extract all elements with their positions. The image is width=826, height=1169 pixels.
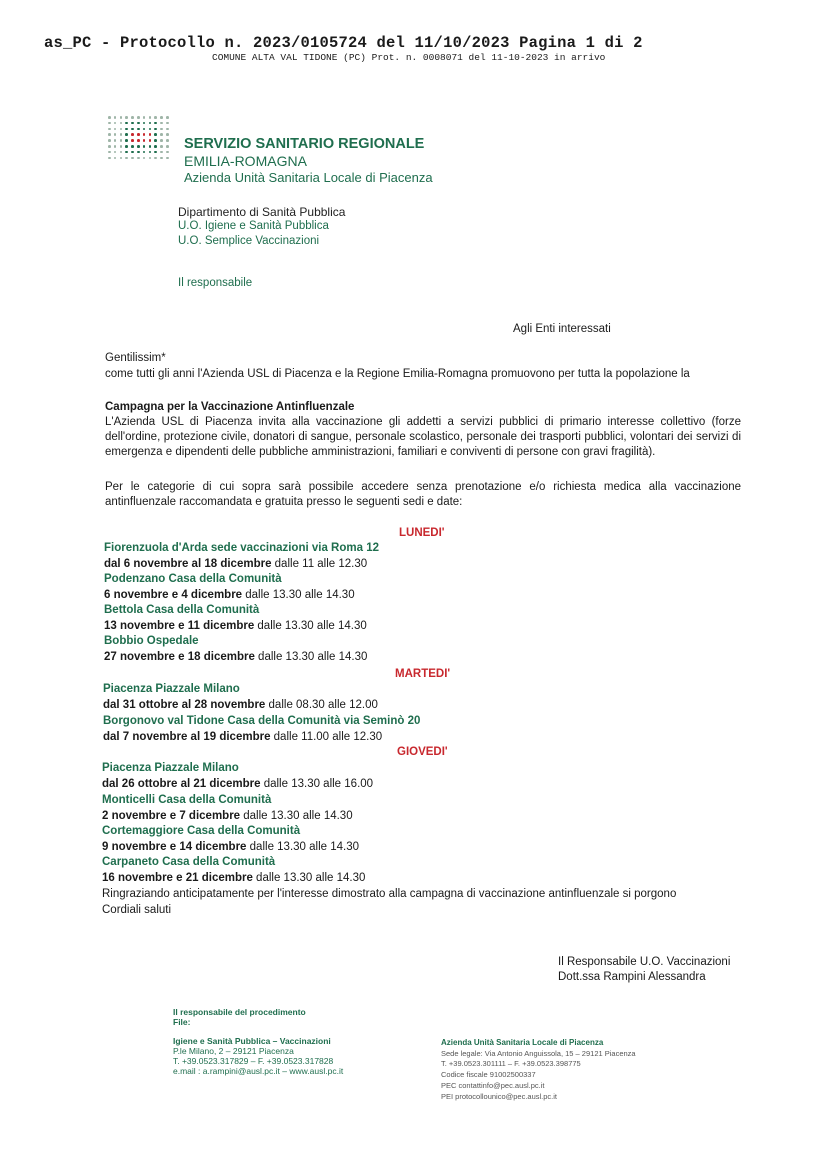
footer-pei: PEI protocollounico@pec.ausl.pc.it: [441, 1092, 558, 1101]
logo-dot: [114, 116, 117, 119]
protocol-header: as_PC - Protocollo n. 2023/0105724 del 11/10/2023 Pagina 1 di 2: [44, 34, 643, 52]
logo-dot: [120, 139, 123, 142]
logo-dot: [125, 133, 128, 136]
logo-dot: [160, 133, 163, 136]
schedule-date: 6 novembre e 4 dicembre dalle 13.30 alle 14.30: [104, 589, 355, 601]
schedule-place: Podenzano Casa della Comunità: [104, 573, 282, 585]
logo-dot: [154, 139, 157, 142]
footer-email: e.mail : a.rampini@ausl.pc.it – www.ausl.pc.it: [173, 1066, 344, 1076]
footer-file-label: File:: [173, 1017, 191, 1027]
signature-name: Dott.ssa Rampini Alessandra: [558, 971, 706, 983]
department-name: Dipartimento di Sanità Pubblica: [178, 205, 346, 219]
logo-dot: [131, 128, 134, 131]
schedule-place: Carpaneto Casa della Comunità: [102, 856, 276, 868]
logo-dot: [154, 157, 157, 160]
footer-company-title: Azienda Unità Sanitaria Locale di Piacenza: [441, 1038, 604, 1047]
schedule-date: 2 novembre e 7 dicembre dalle 13.30 alle 14.30: [102, 810, 353, 822]
schedule-place: Piacenza Piazzale Milano: [103, 683, 240, 695]
schedule-place: Bobbio Ospedale: [104, 635, 199, 647]
logo-dot: [143, 133, 146, 136]
logo-dot: [137, 139, 140, 142]
logo-dot: [108, 133, 111, 136]
footer-unit-name: Igiene e Sanità Pubblica – Vaccinazioni: [173, 1036, 331, 1046]
logo-dot: [149, 116, 152, 119]
logo-dot: [166, 122, 169, 125]
unit-name: U.O. Igiene e Sanità Pubblica: [178, 220, 329, 232]
schedule-place: Borgonovo val Tidone Casa della Comunità via Seminò 20: [103, 715, 421, 727]
logo-dot: [143, 139, 146, 142]
logo-dot: [160, 145, 163, 148]
logo-dot: [143, 151, 146, 154]
logo-dot: [166, 133, 169, 136]
logo-dot: [120, 145, 123, 148]
org-name-line3: Azienda Unità Sanitaria Locale di Piacenza: [184, 170, 433, 185]
footer-address: P.le Milano, 2 – 29121 Piacenza: [173, 1046, 294, 1056]
logo-dot: [114, 151, 117, 154]
day-heading-thursday: GIOVEDI': [397, 746, 448, 758]
org-name-line2: EMILIA-ROMAGNA: [184, 153, 307, 169]
logo-dot: [143, 128, 146, 131]
logo-dot: [114, 145, 117, 148]
logo-dot: [108, 145, 111, 148]
recipient: Agli Enti interessati: [513, 323, 611, 335]
footer-legal-seat: Sede legale: Via Antonio Anguissola, 15 – 29121 Piacenza: [441, 1049, 636, 1058]
logo-dot: [114, 122, 117, 125]
logo-dot: [131, 133, 134, 136]
logo-dot: [125, 151, 128, 154]
logo-dot: [160, 157, 163, 160]
categories-paragraph: Per le categorie di cui sopra sarà possibile accedere senza prenotazione e/o richiesta medica alla vaccinazione antinfluenzale raccomandata e gratuita presso le seguenti sedi e date:: [105, 481, 741, 508]
logo-dot: [137, 133, 140, 136]
logo-dot: [131, 145, 134, 148]
intro-paragraph: come tutti gli anni l'Azienda USL di Piacenza e la Regione Emilia-Romagna promuovono per tutta la popolazione la: [105, 368, 690, 380]
day-heading-monday: LUNEDI': [399, 527, 445, 539]
logo-dot: [114, 157, 117, 160]
greeting: Gentilissim*: [105, 352, 166, 364]
logo-dot: [154, 133, 157, 136]
logo-dot: [131, 122, 134, 125]
protocol-subheader: COMUNE ALTA VAL TIDONE (PC) Prot. n. 0008071 del 11-10-2023 in arrivo: [212, 52, 606, 63]
day-heading-tuesday: MARTEDI': [395, 668, 451, 680]
body-paragraph: L'Azienda USL di Piacenza invita alla vaccinazione gli addetti a servizi pubblici di primario interesse collettivo (forze dell'ordine, protezione civile, donatori di sangue, personale scolastico, personale dei trasporti pubblici, volontari dei servizi di emergenza e dipendenti delle pubbliche amministrazioni, familiari e conviventi di persone con gravi fragilità).: [105, 416, 741, 458]
org-name-line1: SERVIZIO SANITARIO REGIONALE: [184, 136, 425, 152]
logo-dot: [166, 145, 169, 148]
logo-dot: [149, 145, 152, 148]
logo-dot: [149, 151, 152, 154]
logo-dot: [143, 122, 146, 125]
footer-phone: T. +39.0523.317829 – F. +39.0523.317828: [173, 1056, 334, 1066]
logo-dot: [149, 128, 152, 131]
logo-dot: [131, 116, 134, 119]
logo-dot: [154, 151, 157, 154]
logo-dot: [120, 122, 123, 125]
logo-dot: [149, 122, 152, 125]
logo-dot: [131, 139, 134, 142]
logo-dot: [160, 151, 163, 154]
logo-dot: [166, 139, 169, 142]
logo-dot: [160, 128, 163, 131]
logo-dot: [154, 116, 157, 119]
logo-dot: [114, 139, 117, 142]
signature-role: Il Responsabile U.O. Vaccinazioni: [558, 956, 731, 968]
logo-dot: [120, 151, 123, 154]
logo-dot: [120, 157, 123, 160]
logo-dot: [120, 133, 123, 136]
logo-dot: [149, 157, 152, 160]
schedule-place: Monticelli Casa della Comunità: [102, 794, 272, 806]
ssr-logo-icon: [108, 116, 172, 180]
logo-dot: [120, 128, 123, 131]
logo-dot: [108, 116, 111, 119]
logo-dot: [114, 133, 117, 136]
logo-dot: [160, 139, 163, 142]
logo-dot: [154, 145, 157, 148]
logo-dot: [137, 128, 140, 131]
logo-dot: [108, 128, 111, 131]
responsible-label: Il responsabile: [178, 277, 253, 289]
logo-dot: [143, 116, 146, 119]
logo-dot: [149, 139, 152, 142]
schedule-date: 27 novembre e 18 dicembre dalle 13.30 alle 14.30: [104, 651, 368, 663]
logo-dot: [120, 116, 123, 119]
logo-dot: [137, 145, 140, 148]
footer-tax-code: Codice fiscale 91002500337: [441, 1070, 536, 1079]
footer-company-phone: T. +39.0523.301111 – F. +39.0523.398775: [441, 1059, 581, 1068]
closing-text: Ringraziando anticipatamente per l'interesse dimostrato alla campagna di vaccinazione antinfluenzale si porgono: [102, 888, 677, 900]
schedule-date: dal 31 ottobre al 28 novembre dalle 08.30 alle 12.00: [103, 699, 378, 711]
logo-dot: [137, 122, 140, 125]
logo-dot: [143, 145, 146, 148]
schedule-date: dal 6 novembre al 18 dicembre dalle 11 alle 12.30: [104, 558, 368, 570]
logo-dot: [125, 116, 128, 119]
logo-dot: [137, 151, 140, 154]
footer-pec: PEC contattinfo@pec.ausl.pc.it: [441, 1081, 545, 1090]
logo-dot: [160, 122, 163, 125]
regards: Cordiali saluti: [102, 904, 172, 916]
logo-dot: [131, 151, 134, 154]
logo-dot: [166, 128, 169, 131]
logo-dot: [143, 157, 146, 160]
schedule-date: dal 26 ottobre al 21 dicembre dalle 13.30 alle 16.00: [102, 778, 374, 790]
schedule-date: 9 novembre e 14 dicembre dalle 13.30 alle 14.30: [102, 841, 360, 853]
schedule-date: 13 novembre e 11 dicembre dalle 13.30 alle 14.30: [104, 620, 367, 632]
schedule-place: Bettola Casa della Comunità: [104, 604, 260, 616]
logo-dot: [125, 157, 128, 160]
logo-dot: [108, 151, 111, 154]
logo-dot: [114, 128, 117, 131]
logo-dot: [125, 145, 128, 148]
logo-dot: [154, 128, 157, 131]
logo-dot: [125, 139, 128, 142]
logo-dot: [108, 139, 111, 142]
logo-dot: [166, 157, 169, 160]
logo-dot: [154, 122, 157, 125]
logo-dot: [108, 157, 111, 160]
schedule-place: Cortemaggiore Casa della Comunità: [102, 825, 301, 837]
logo-dot: [108, 122, 111, 125]
schedule-date: dal 7 novembre al 19 dicembre dalle 11.00 alle 12.30: [103, 731, 383, 743]
logo-dot: [166, 151, 169, 154]
campaign-title: Campagna per la Vaccinazione Antinfluenzale: [105, 401, 355, 413]
footer-procedure-label: Il responsabile del procedimento: [173, 1007, 306, 1017]
logo-dot: [166, 116, 169, 119]
schedule-place: Fiorenzuola d'Arda sede vaccinazioni via Roma 12: [104, 542, 379, 554]
logo-dot: [125, 122, 128, 125]
schedule-place: Piacenza Piazzale Milano: [102, 762, 239, 774]
logo-dot: [137, 116, 140, 119]
logo-dot: [125, 128, 128, 131]
logo-dot: [149, 133, 152, 136]
subunit-name: U.O. Semplice Vaccinazioni: [178, 235, 320, 247]
logo-dot: [160, 116, 163, 119]
logo-dot: [137, 157, 140, 160]
logo-dot: [131, 157, 134, 160]
schedule-date: 16 novembre e 21 dicembre dalle 13.30 alle 14.30: [102, 872, 366, 884]
